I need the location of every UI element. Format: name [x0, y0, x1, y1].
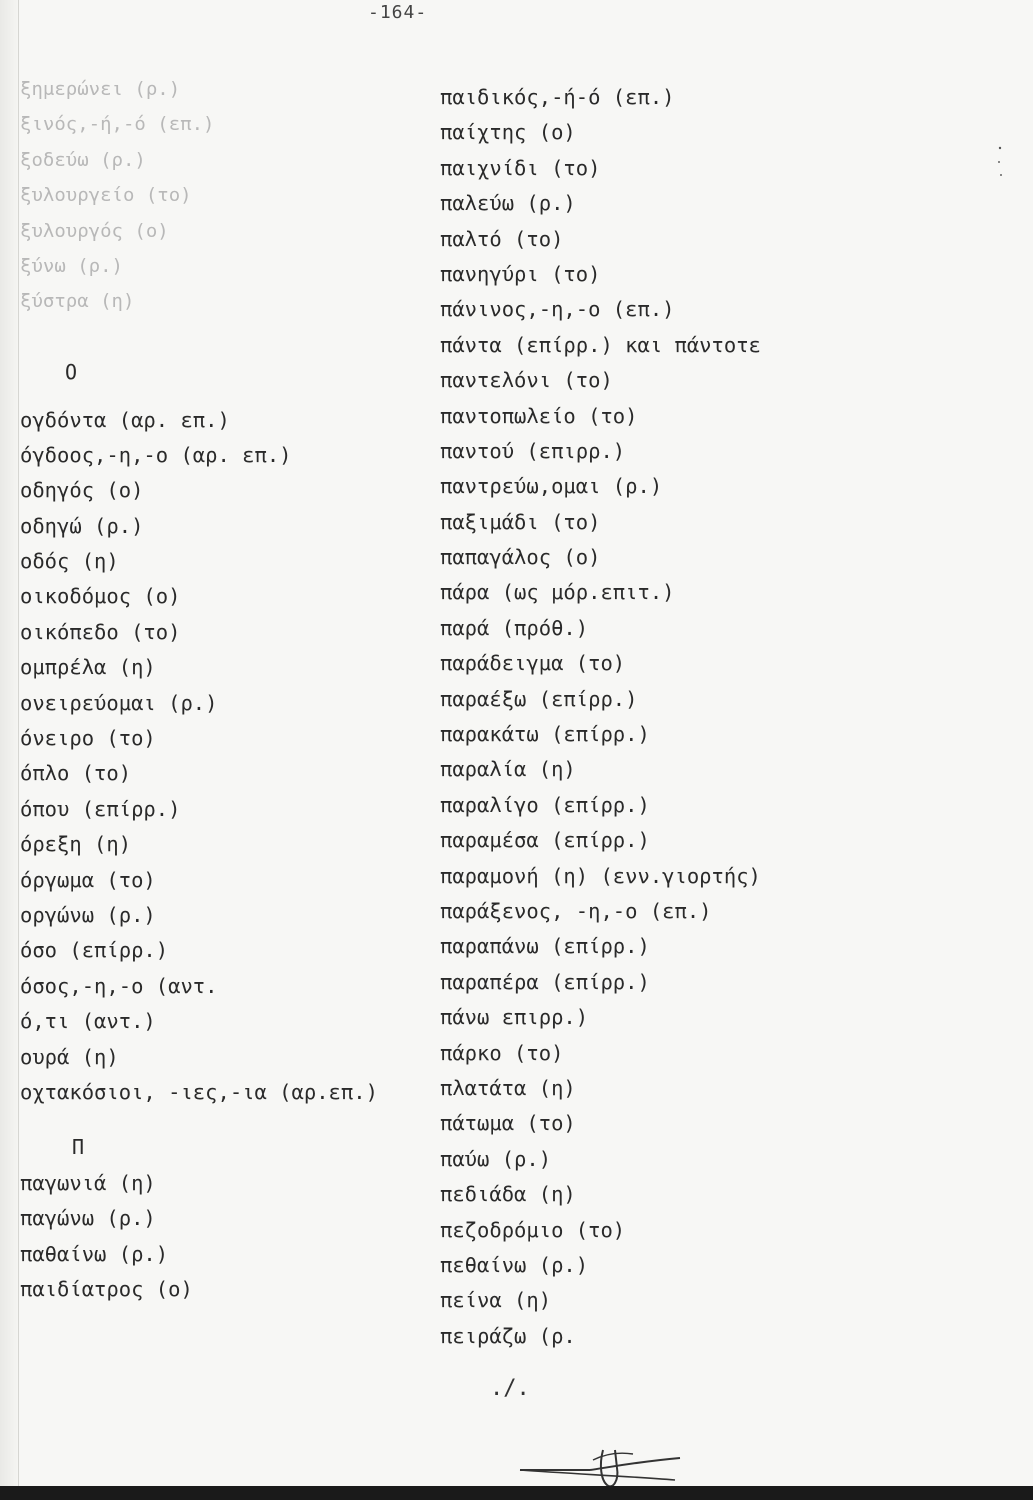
- section-heading-pi: Π: [72, 1135, 85, 1160]
- list-item: παύω (ρ.): [440, 1146, 552, 1171]
- list-item: παθαίνω (ρ.): [20, 1241, 169, 1266]
- list-item: ουρά (η): [20, 1044, 119, 1069]
- list-item: πάνινος,-η,-ο (επ.): [440, 297, 675, 322]
- page-number: -164-: [368, 2, 428, 23]
- right-column: [440, 80, 870, 1354]
- list-item: οικοδόμος (ο): [20, 584, 181, 609]
- list-item: παίχτης (ο): [440, 120, 576, 145]
- list-item: πάτωμα (το): [440, 1111, 576, 1136]
- list-item: παρά (πρόθ.): [440, 615, 589, 640]
- scan-bottom-edge: [0, 1486, 1033, 1500]
- list-item: ξοδεύω (ρ.): [20, 148, 146, 171]
- list-item: παλτό (το): [440, 226, 564, 251]
- list-item: πανηγύρι (το): [440, 261, 601, 286]
- list-item: οργώνω (ρ.): [20, 902, 156, 927]
- list-item: οχτακόσιοι, -ιες,-ια (αρ.επ.): [20, 1079, 378, 1104]
- list-item: ξινός,-ή,-ό (επ.): [20, 113, 215, 136]
- list-item: πεζοδρόμιο (το): [440, 1217, 626, 1242]
- list-item: ξύστρα (η): [20, 290, 135, 313]
- list-item: παγώνω (ρ.): [20, 1206, 156, 1231]
- list-item: οδηγός (ο): [20, 478, 144, 503]
- list-item: πάνω επιρρ.): [440, 1005, 589, 1030]
- list-item: όσο (επίρρ.): [20, 938, 169, 963]
- section-heading-omicron: Ο: [65, 360, 78, 385]
- list-item: παρακάτω (επίρρ.): [440, 722, 650, 747]
- list-item: παραλία (η): [440, 757, 576, 782]
- list-item: ξύνω (ρ.): [20, 254, 123, 277]
- list-item: όγδοος,-η,-ο (αρ. επ.): [20, 442, 292, 467]
- list-item: οδός (η): [20, 549, 119, 574]
- list-item: πλατάτα (η): [440, 1075, 576, 1100]
- list-item: παπαγάλος (ο): [440, 545, 601, 570]
- list-item: παραπέρα (επίρρ.): [440, 969, 650, 994]
- list-item: ξυλουργός (ο): [20, 219, 169, 242]
- list-item: πάρκο (το): [440, 1040, 564, 1065]
- list-item: ξυλουργείο (το): [20, 184, 192, 207]
- list-item: παξιμάδι (το): [440, 509, 601, 534]
- list-item: παραέξω (επίρρ.): [440, 686, 638, 711]
- continuation-mark: ./.: [490, 1376, 530, 1401]
- list-item: πάντα (επίρρ.) και πάντοτε: [440, 332, 761, 357]
- list-item: παραπάνω (επίρρ.): [440, 934, 650, 959]
- list-item: παράξενος, -η,-ο (επ.): [440, 898, 712, 923]
- list-item: παραμονή (η) (ενν.γιορτής): [440, 863, 761, 888]
- list-item: πεδιάδα (η): [440, 1182, 576, 1207]
- list-item: παλεύω (ρ.): [440, 191, 576, 216]
- list-item: όπου (επίρρ.): [20, 796, 181, 821]
- list-item: παντρεύω,ομαι (ρ.): [440, 474, 663, 499]
- list-item: ξημερώνει (ρ.): [20, 78, 181, 100]
- list-item: πάρα (ως μόρ.επιτ.): [440, 580, 675, 605]
- list-item: ό,τι (αντ.): [20, 1009, 156, 1034]
- list-item: παραμέσα (επίρρ.): [440, 828, 650, 853]
- scan-speckles: [990, 140, 1010, 190]
- list-item: ομπρέλα (η): [20, 655, 156, 680]
- list-item: παντελόνι (το): [440, 368, 613, 393]
- list-item: πεθαίνω (ρ.): [440, 1252, 589, 1277]
- list-item: ονειρεύομαι (ρ.): [20, 690, 218, 715]
- list-item: παραλίγο (επίρρ.): [440, 792, 650, 817]
- list-item: ογδόντα (αρ. επ.): [20, 407, 230, 432]
- list-item: παγωνιά (η): [20, 1170, 156, 1195]
- list-item: όπλο (το): [20, 761, 132, 786]
- left-column: [20, 72, 420, 1307]
- list-item: όρεξη (η): [20, 832, 132, 857]
- list-item: παιχνίδι (το): [440, 155, 601, 180]
- list-item: όνειρο (το): [20, 726, 156, 751]
- list-item: παντοπωλείο (το): [440, 403, 638, 428]
- list-item: πειράζω (ρ.: [440, 1323, 576, 1348]
- list-item: παντού (επιρρ.): [440, 438, 626, 463]
- list-item: παιδίατρος (ο): [20, 1276, 193, 1301]
- list-item: όργωμα (το): [20, 867, 156, 892]
- list-item: παιδικός,-ή-ό (επ.): [440, 85, 675, 109]
- list-item: οικόπεδο (το): [20, 619, 181, 644]
- list-item: όσος,-η,-ο (αντ.: [20, 973, 218, 998]
- list-item: οδηγώ (ρ.): [20, 513, 144, 538]
- list-item: παράδειγμα (το): [440, 651, 626, 676]
- list-item: πείνα (η): [440, 1288, 552, 1313]
- page-left-edge: [0, 0, 19, 1500]
